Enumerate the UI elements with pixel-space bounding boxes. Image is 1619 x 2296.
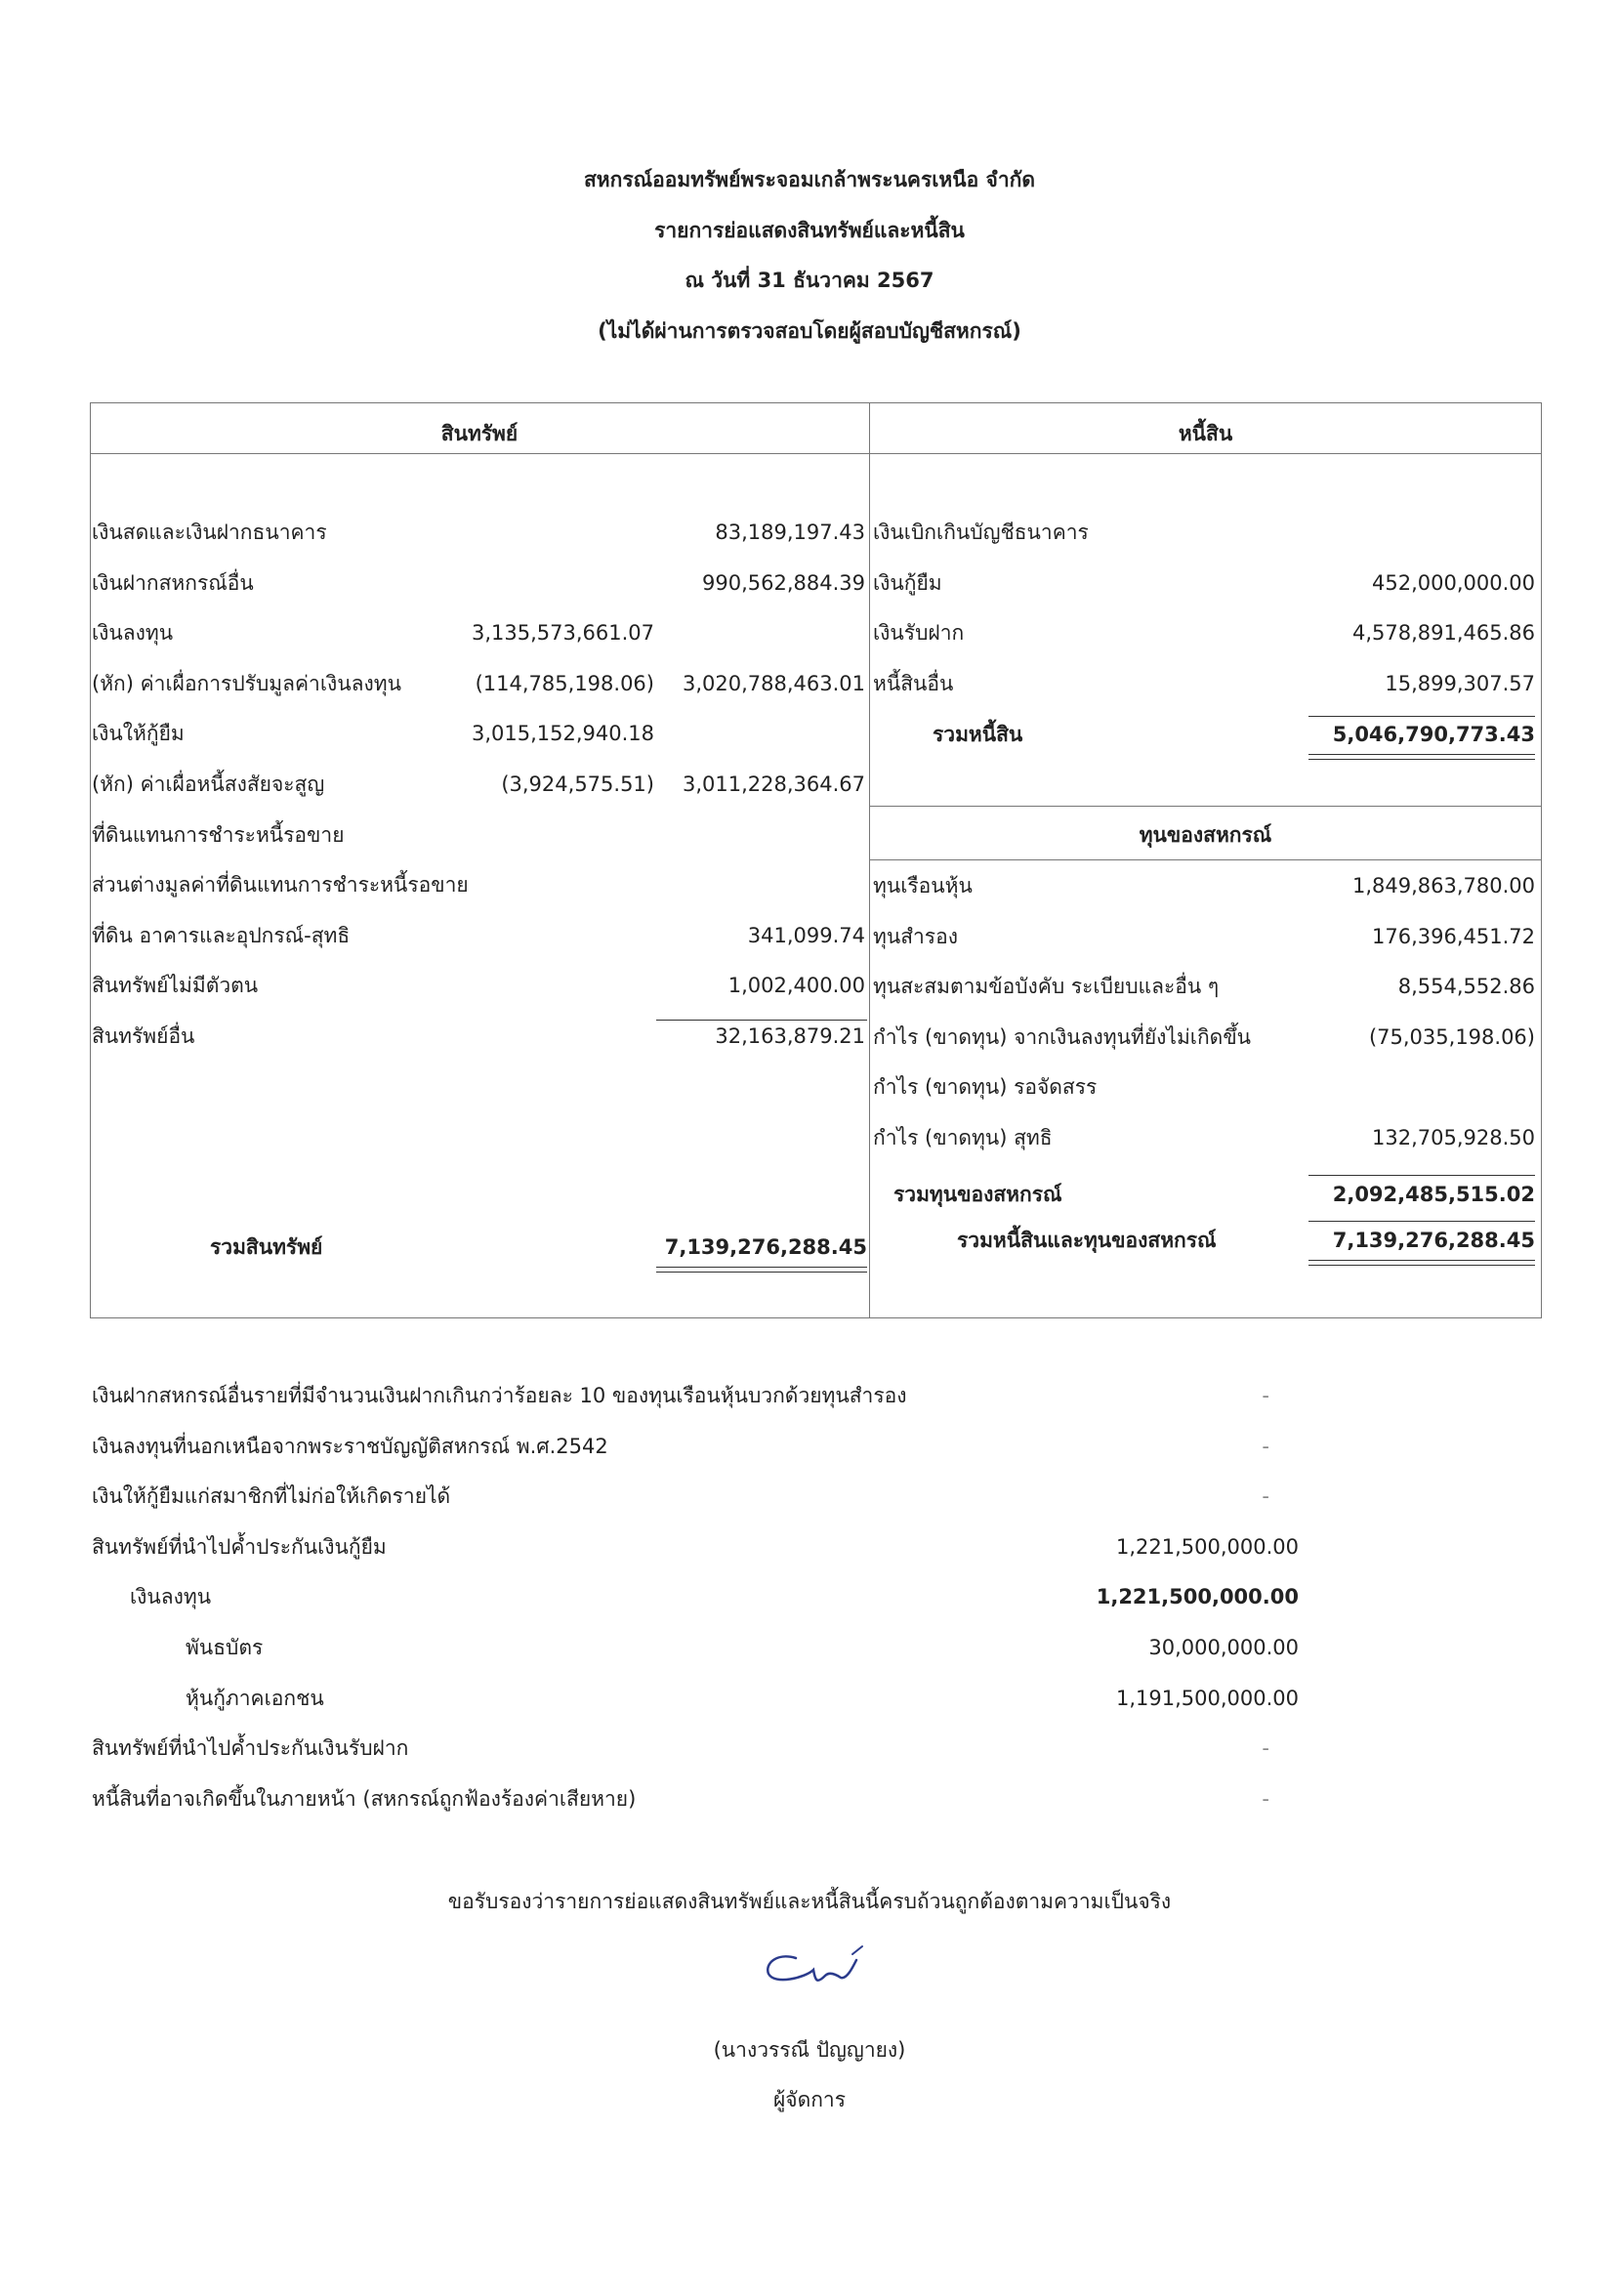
equity-heading-line (869, 859, 1542, 860)
equity-amount: 8,554,552.86 (1397, 975, 1535, 998)
grand-total-label: รวมหนี้สินและทุนของสหกรณ์ (957, 1229, 1217, 1252)
equity-total: 2,092,485,515.02 (1332, 1183, 1535, 1206)
note-value: - (1262, 1484, 1269, 1508)
equity-label: ทุนเรือนหุ้น (873, 874, 973, 898)
assets-total-underline-1 (656, 1267, 867, 1268)
asset-label: ส่วนต่างมูลค่าที่ดินแทนการชำระหนี้รอขาย (92, 873, 469, 897)
note-value: 1,191,500,000.00 (1115, 1687, 1299, 1710)
liability-label: เงินกู้ยืม (873, 571, 942, 595)
asset-label: เงินให้กู้ยืม (92, 722, 185, 745)
assets-total-label: รวมสินทรัพย์ (210, 1235, 323, 1259)
asset-label: เงินฝากสหกรณ์อื่น (92, 571, 254, 595)
note-label: หนี้สินที่อาจเกิดขึ้นในภายหน้า (สหกรณ์ถูกฟ้องร้องค่าเสียหาย) (92, 1787, 637, 1811)
asset-subamount: (114,785,198.06) (475, 672, 654, 695)
liabilities-total-label: รวมหนี้สิน (933, 723, 1023, 746)
asset-label: ที่ดินแทนการชำระหนี้รอขาย (92, 823, 345, 847)
asset-subamount: (3,924,575.51) (501, 772, 654, 796)
equity-amount: (75,035,198.06) (1368, 1025, 1535, 1049)
report-date: ณ วันที่ 31 ธันวาคม 2567 (685, 269, 934, 292)
assets-total-underline-2 (656, 1272, 867, 1273)
header-divider (90, 453, 1542, 454)
signer-name: (นางวรรณี ปัญญายง) (713, 2038, 906, 2062)
equity-total-label: รวมทุนของสหกรณ์ (893, 1183, 1062, 1206)
note-value: - (1262, 1736, 1269, 1760)
audit-note: (ไม่ได้ผ่านการตรวจสอบโดยผู้สอบบัญชีสหกรณ์) (598, 319, 1021, 343)
note-value: 1,221,500,000.00 (1115, 1535, 1299, 1559)
liability-label: เงินรับฝาก (873, 621, 965, 645)
note-value: - (1262, 1787, 1269, 1811)
equity-amount: 132,705,928.50 (1372, 1126, 1535, 1149)
certification-statement: ขอรับรองว่ารายการย่อแสดงสินทรัพย์และหนี้สินนี้ครบถ้วนถูกต้องตามความเป็นจริง (447, 1890, 1172, 1913)
equity-label: กำไร (ขาดทุน) สุทธิ (873, 1126, 1053, 1149)
note-label: เงินลงทุน (130, 1585, 212, 1608)
asset-amount: 341,099.74 (747, 924, 865, 947)
liability-subtotal-line (1308, 716, 1535, 717)
grand-total-overline (1308, 1221, 1535, 1222)
equity-label: ทุนสำรอง (873, 925, 958, 948)
grand-total: 7,139,276,288.45 (1332, 1229, 1535, 1252)
liabilities-total-underline-2 (1308, 759, 1535, 760)
asset-label: (หัก) ค่าเผื่อหนี้สงสัยจะสูญ (92, 772, 325, 796)
equity-amount: 1,849,863,780.00 (1351, 874, 1535, 898)
note-value: - (1262, 1435, 1269, 1458)
liability-label: เงินเบิกเกินบัญชีธนาคาร (873, 521, 1089, 544)
asset-amount: 3,011,228,364.67 (682, 772, 865, 796)
signer-title: ผู้จัดการ (772, 2088, 847, 2111)
equity-heading: ทุนของสหกรณ์ (1139, 823, 1272, 847)
liability-label: หนี้สินอื่น (873, 672, 954, 695)
asset-subtotal-line (656, 1020, 867, 1021)
asset-subamount: 3,135,573,661.07 (471, 621, 654, 645)
equity-label: กำไร (ขาดทุน) รอจัดสรร (873, 1075, 1098, 1099)
note-value: 30,000,000.00 (1148, 1636, 1299, 1659)
equity-label: กำไร (ขาดทุน) จากเงินลงทุนที่ยังไม่เกิดขึ้น (873, 1025, 1252, 1049)
equity-label: ทุนสะสมตามข้อบังคับ ระเบียบและอื่น ๆ (873, 975, 1220, 998)
asset-label: เงินลงทุน (92, 621, 174, 645)
note-label: เงินฝากสหกรณ์อื่นรายที่มีจำนวนเงินฝากเกินกว่าร้อยละ 10 ของทุนเรือนหุ้นบวกด้วยทุนสำรอง (92, 1384, 907, 1407)
note-label: เงินให้กู้ยืมแก่สมาชิกที่ไม่ก่อให้เกิดรายได้ (92, 1484, 451, 1508)
column-divider (869, 402, 870, 1318)
org-name: สหกรณ์ออมทรัพย์พระจอมเกล้าพระนครเหนือ จำกัด (583, 168, 1036, 191)
grand-total-underline-2 (1308, 1265, 1535, 1266)
asset-amount: 83,189,197.43 (715, 521, 865, 544)
note-label: พันธบัตร (186, 1636, 264, 1659)
asset-amount: 32,163,879.21 (715, 1024, 865, 1048)
note-label: เงินลงทุนที่นอกเหนือจากพระราชบัญญัติสหกรณ์ พ.ศ.2542 (92, 1435, 608, 1458)
assets-heading: สินทรัพย์ (440, 422, 519, 445)
asset-subamount: 3,015,152,940.18 (471, 722, 654, 745)
equity-amount: 176,396,451.72 (1372, 925, 1535, 948)
equity-top-line (869, 806, 1542, 807)
grand-total-underline-1 (1308, 1260, 1535, 1261)
note-label: สินทรัพย์ที่นำไปค้ำประกันเงินกู้ยืม (92, 1535, 387, 1559)
asset-label: เงินสดและเงินฝากธนาคาร (92, 521, 327, 544)
note-label: สินทรัพย์ที่นำไปค้ำประกันเงินรับฝาก (92, 1736, 409, 1760)
asset-label: สินทรัพย์ไม่มีตัวตน (92, 974, 259, 997)
liabilities-total: 5,046,790,773.43 (1332, 723, 1535, 746)
asset-amount: 1,002,400.00 (727, 974, 865, 997)
equity-subtotal-line (1308, 1175, 1535, 1176)
liabilities-heading: หนี้สิน (1178, 422, 1233, 445)
liability-amount: 452,000,000.00 (1372, 571, 1535, 595)
liability-amount: 15,899,307.57 (1385, 672, 1535, 695)
asset-label: (หัก) ค่าเผื่อการปรับมูลค่าเงินลงทุน (92, 672, 401, 695)
assets-total: 7,139,276,288.45 (664, 1235, 867, 1259)
asset-amount: 990,562,884.39 (702, 571, 865, 595)
liabilities-total-underline-1 (1308, 754, 1535, 755)
signature-icon (757, 1939, 893, 1997)
asset-label: สินทรัพย์อื่น (92, 1024, 195, 1048)
liability-amount: 4,578,891,465.86 (1351, 621, 1535, 645)
asset-amount: 3,020,788,463.01 (682, 672, 865, 695)
note-value: - (1262, 1384, 1269, 1407)
note-label: หุ้นกู้ภาคเอกชน (186, 1687, 324, 1710)
report-title: รายการย่อแสดงสินทรัพย์และหนี้สิน (654, 219, 965, 242)
asset-label: ที่ดิน อาคารและอุปกรณ์-สุทธิ (92, 924, 351, 947)
note-value: 1,221,500,000.00 (1096, 1585, 1299, 1608)
